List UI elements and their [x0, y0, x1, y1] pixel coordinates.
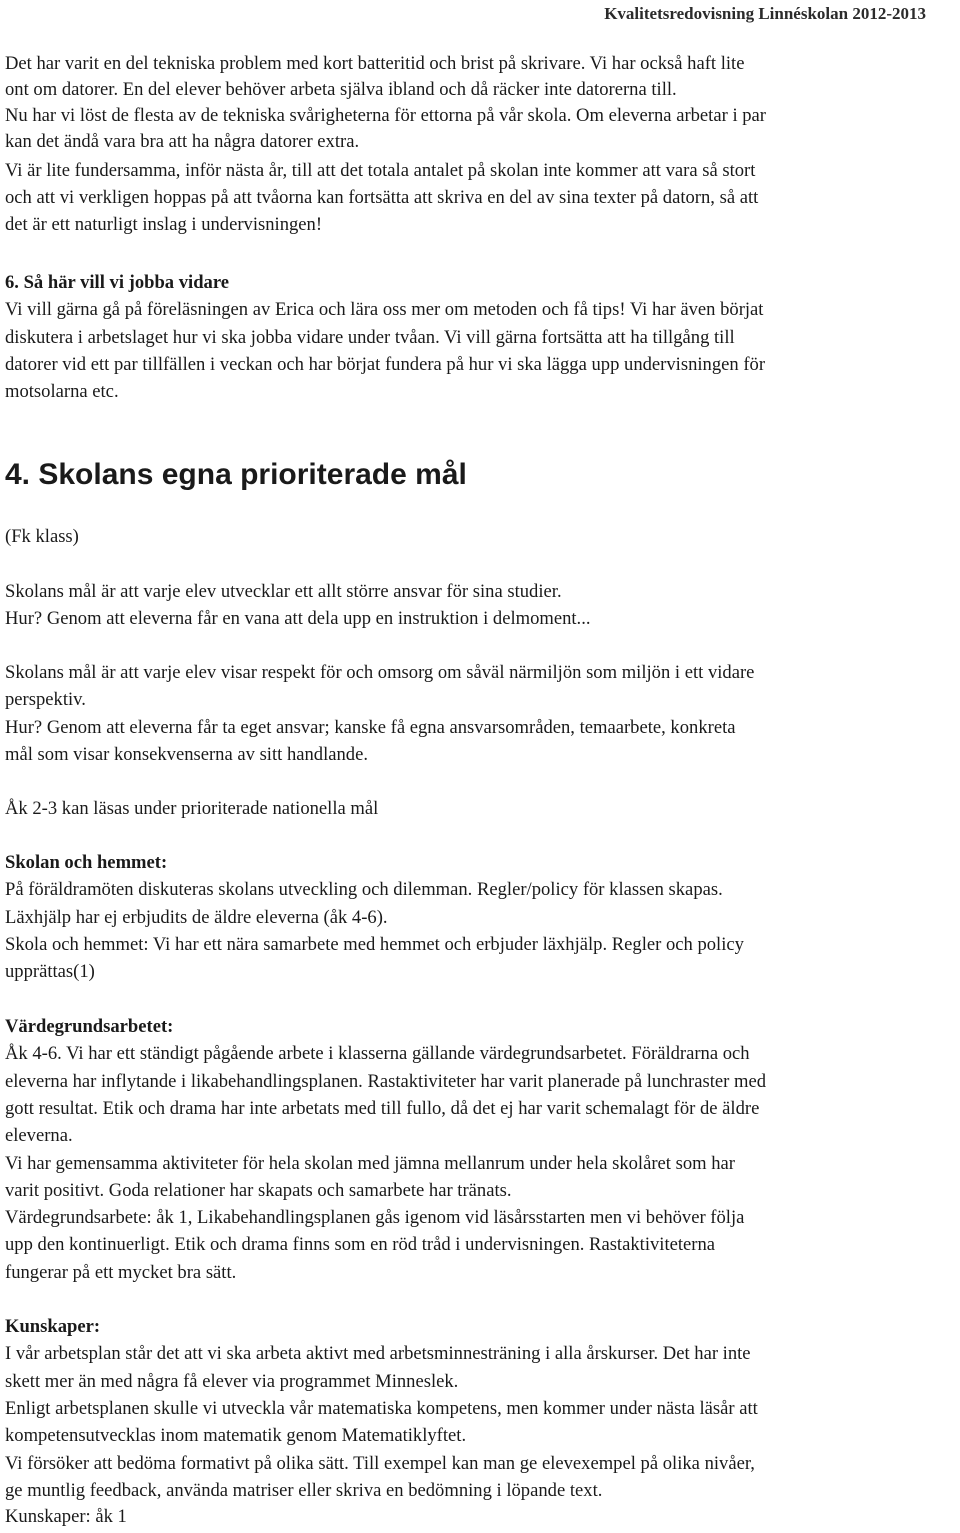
text-line: Skola och hemmet: Vi har ett nära samarbete med hemmet och erbjuder läxhjälp. Regler och policy: [5, 933, 744, 955]
text-line: I vår arbetsplan står det att vi ska arbeta aktivt med arbetsminnesträning i alla årskurser. Det har inte: [5, 1343, 751, 1365]
text-line: motsolarna etc.: [5, 381, 119, 403]
text-line: Värdegrundsarbete: åk 1, Likabehandlingsplanen gås igenom vid läsårsstarten men vi behöver följa: [5, 1207, 745, 1229]
section-heading: 6. Så här vill vi jobba vidare: [5, 272, 230, 293]
text-line: kan det ändå vara bra att ha några datorer extra.: [5, 131, 360, 152]
text-line: det är ett naturligt inslag i undervisningen!: [5, 214, 323, 235]
section-heading: Skolan och hemmet:: [5, 852, 168, 873]
text-line: Vi är lite fundersamma, inför nästa år, till att det totala antalet på skolan inte kommer att vara så stort: [5, 160, 756, 181]
text-line: perspektiv.: [5, 689, 86, 711]
text-line: Skolans mål är att varje elev visar respekt för och omsorg om såväl närmiljön som miljön i ett vidare: [5, 662, 755, 683]
text-line: eleverna.: [5, 1125, 73, 1147]
text-line: ont om datorer. En del elever behöver arbeta själva ibland och då räcker inte datorerna till.: [5, 79, 677, 100]
text-line: Skolans mål är att varje elev utvecklar ett allt större ansvar för sina studier.: [5, 581, 562, 602]
section-4-heading: 4. Skolans egna prioriterade mål: [5, 458, 467, 491]
text-line: mål som visar konsekvenserna av sitt handlande.: [5, 743, 369, 765]
ak-note: Åk 2-3 kan läsas under prioriterade nationella mål: [5, 798, 379, 819]
text-line: och att vi verkligen hoppas på att tvåorna kan fortsätta att skriva en del av sina texter på datorn, så att: [5, 187, 759, 208]
section-heading: Kunskaper:: [5, 1316, 101, 1337]
text-line: Hur? Genom att eleverna får ta eget ansvar; kanske få egna ansvarsområden, temaarbete, konkreta: [5, 716, 736, 738]
text-line: Hur? Genom att eleverna får en vana att dela upp en instruktion i delmoment...: [5, 608, 591, 630]
text-line: Nu har vi löst de flesta av de tekniska svårigheterna för ettorna på vår skola. Om eleverna arbetar i par: [5, 105, 767, 126]
text-line: Läxhjälp har ej erbjudits de äldre eleverna (åk 4-6).: [5, 906, 388, 928]
section-subtitle: (Fk klass): [5, 526, 79, 547]
document-header: Kvalitetsredovisning Linnéskolan 2012-2013: [604, 4, 926, 23]
text-line: eleverna har inflytande i likabehandlingsplanen. Rastaktiviteter har varit planerade på lunchraster med: [5, 1070, 767, 1092]
text-line: kompetensutvecklas inom matematik genom Matematiklyftet.: [5, 1425, 467, 1447]
text-line: Vi har gemensamma aktiviteter för hela skolan med jämna mellanrum under hela skolåret som har: [5, 1152, 735, 1174]
text-line: skett mer än med några få elever via programmet Minneslek.: [5, 1370, 459, 1392]
text-line: På föräldramöten diskuteras skolans utveckling och dilemman. Regler/policy för klassen skapas.: [5, 879, 723, 901]
text-line: diskutera i arbetslaget hur vi ska jobba vidare under tvåan. Vi vill gärna fortsätta att ha tillgång till: [5, 326, 735, 348]
text-line: gott resultat. Etik och drama har inte arbetats med till fullo, då det ej har varit schemalagt för de äldre: [5, 1097, 760, 1119]
text-line: Åk 4-6. Vi har ett ständigt pågående arbete i klasserna gällande värdegrundsarbetet. Föräldrarna och: [5, 1043, 750, 1065]
text-line: ge muntlig feedback, använda matriser eller skriva en bedömning i löpande text.: [5, 1479, 603, 1501]
text-line: datorer vid ett par tillfällen i veckan och har börjat fundera på hur vi ska lägga upp undervisningen för: [5, 353, 766, 375]
footer-line: Kunskaper: åk 1: [5, 1506, 127, 1527]
text-line: varit positivt. Goda relationer har skapats och samarbete har tränats.: [5, 1179, 512, 1201]
text-line: Vi försöker att bedöma formativt på olika sätt. Till exempel kan man ge elevexempel på olika nivåer,: [5, 1452, 755, 1474]
text-line: upprättas(1): [5, 961, 95, 983]
text-line: Det har varit en del tekniska problem med kort batteritid och brist på skrivare. Vi har också haft lite: [5, 53, 745, 74]
text-line: fungerar på ett mycket bra sätt.: [5, 1261, 237, 1283]
text-line: Vi vill gärna gå på föreläsningen av Erica och lära oss mer om metoden och få tips! Vi har även börjat: [5, 299, 764, 321]
section-heading: Värdegrundsarbetet:: [5, 1016, 174, 1037]
text-line: upp den kontinuerligt. Etik och drama finns som en röd tråd i undervisningen. Rastaktiviteterna: [5, 1234, 716, 1256]
text-line: Enligt arbetsplanen skulle vi utveckla vår matematiska kompetens, men kommer under nästa läsår att: [5, 1397, 758, 1419]
